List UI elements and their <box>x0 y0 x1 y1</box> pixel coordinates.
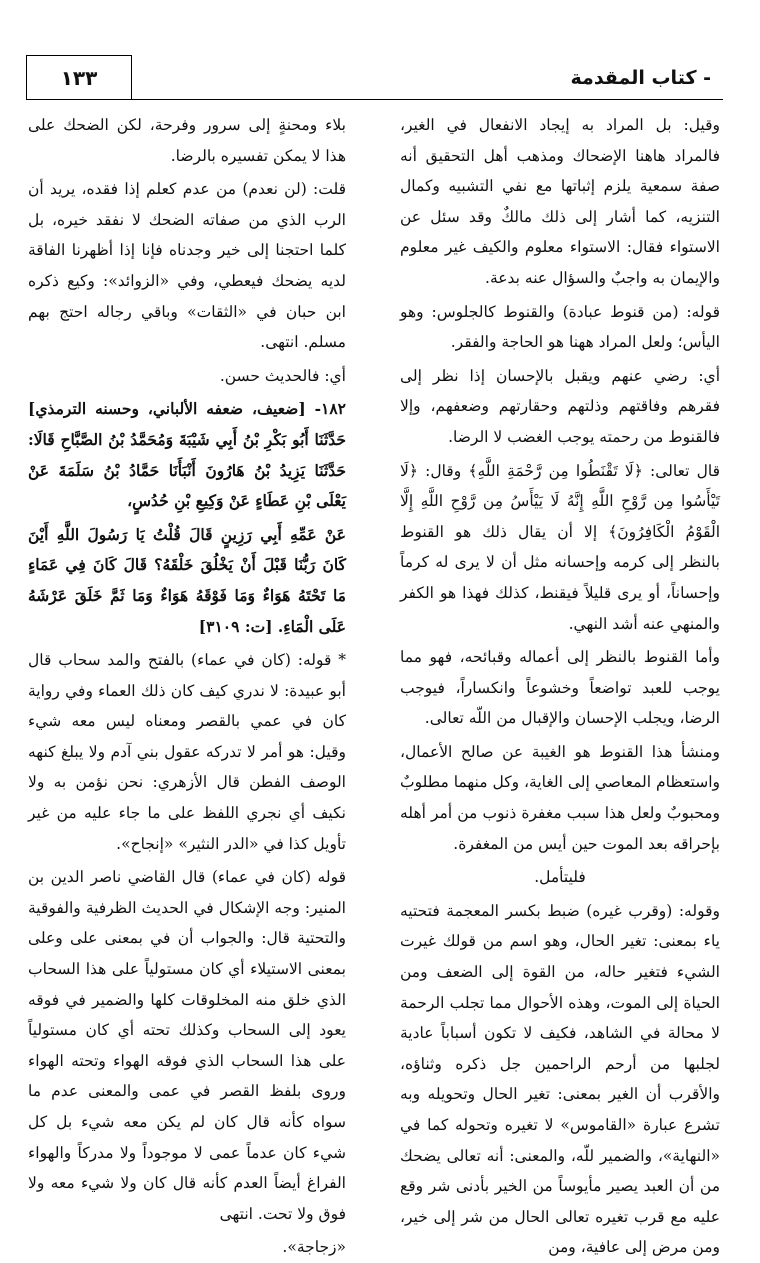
page-number: ١٣٣ <box>26 55 132 99</box>
left-column <box>28 110 346 1257</box>
page-header <box>26 55 723 100</box>
paragraph: قوله: (من قنوط عبادة) والقنوط كالجلوس: وهو اليأس؛ ولعل المراد ههنا هو الحاجة والفقر. <box>400 302 720 352</box>
paragraph: قوله (كان في عماء) قال القاضي ناصر الدين بن المنير: وجه الإشكال في الحديث الظرفية والفوقية والتحتية قال: والجواب أن في بمعنى على وعلى بمعنى الاستيلاء أي كان مستولياً على هذا السحاب الذي خلق منه المخلوقات كلها والضمير في فوقه يعود إلى السحاب وكذلك تحته أي كان مستولياً على هذا السحاب الذي فوقه الهواء وتحته الهواء وروى بلفظ القصر في عمى والمعنى عدم ما سواه كأنه قال كان لم يكن معه شيء بل كل شيء كان عدماً عمى لا موجوداً ولا مدركاً والهواء الفراغ أيضاً العدم كأنه قال كان ولا شيء معه ولا فوق ولا تحت. انتهى <box>28 868 346 1223</box>
paragraph: وقوله: (وقرب غيره) ضبط بكسر المعجمة فتحتيه ياء بمعنى: تغير الحال، وهو اسم من قولك غيرت الشيء فتغير حاله، من القوة إلى الضعف ومن الحياة إلى الموت، وهذه الأحوال مما تجلب الرحمة لا محالة في الشاهد، فكيف لا تكون أسباباً عادية لجلبها من أرحم الراحمين جل ذكره وثناؤه، والأقرب أن الغير بمعنى: تغير الحال وتحويله وبه تشرع عبارة «القاموس» لا تغيره وتحوله كما في «النهاية»، والضمير للّه، والمعنى: أنه تعالى يضحك من أن العبد يصير مأيوساً من الخير بأدنى شر وقع عليه مع قرب تغيره تعالى الحال من شر إلى خير، ومن مرض إلى عافية، ومن <box>400 901 720 1257</box>
paragraph: فليتأمل. <box>534 868 586 887</box>
paragraph: وأما القنوط بالنظر إلى أعماله وقبائحه، فهو مما يوجب للعبد تواضعاً وخشوعاً وانكساراً، فيوجب الرضا، ويجلب الإحسان والإقبال من اللّه تعالى. <box>400 648 720 728</box>
paragraph: * قوله: (كان في عماء) بالفتح والمد سحاب قال أبو عبيدة: لا ندري كيف كان ذلك العماء وفي رواية كان في عمي بالقصر ومعناه ليس معه شيء وقيل: هو أمر لا تدركه عقول بني آدم ولا يبلغ كنهه الوصف الفطن قال الأزهري: نحن نؤمن به ولا نكيف أي نجري اللفظ على ما جاء عليه من غير تأويل كذا في «الدر النثير» «إنجاح». <box>28 651 346 853</box>
paragraph: أي: رضي عنهم ويقبل بالإحسان إذا نظر إلى فقرهم وفاقتهم وذلتهم وحقارتهم وضعفهم، وإلا فالقنوط من رحمته يوجب الغضب لا الرضا. <box>400 366 720 446</box>
right-column <box>400 110 720 1257</box>
paragraph: أي: فالحديث حسن. <box>219 366 346 385</box>
hadith-isnad: ١٨٢- [ضعيف، ضعفه الألباني، وحسنه الترمذي] حَدَّثَنَا أَبُو بَكْرِ بْنُ أَبِي شَيْبَةَ وَمُحَمَّدُ بْنُ الصَّبَّاحِ قَالَا: حَدَّثَنَا يَزِيدُ بْنُ هَارُونَ أَنْبَأَنَا حَمَّادُ بْنُ سَلَمَةَ عَنْ يَعْلَى بْنِ عَطَاءٍ عَنْ وَكِيعِ بْنِ حُدُسٍ، <box>28 399 346 511</box>
paragraph: «زجاجة». <box>282 1238 346 1257</box>
paragraph: وقيل: بل المراد به إيجاد الانفعال في الغير، فالمراد هاهنا الإضحاك ومذهب أهل التحقيق أنه صفة سمعية يلزم إثباتها مع نفي التشبيه وكمال التنزيه، كما أشار إلى ذلك مالكٌ وقد سئل عن الاستواء فقال: الاستواء معلوم والكيف غير معلوم والإيمان به واجبٌ والسؤال عنه بدعة. <box>400 116 720 287</box>
paragraph: قال تعالى: ﴿لَا تَقْنَطُوا مِن رَّحْمَةِ اللَّهِ﴾ وقال: ﴿لَا تَيْأَسُوا مِن رَّوْحِ اللَّهِ إِنَّهُ لَا يَيْأَسُ مِن رَّوْحِ اللَّهِ إِلَّا الْقَوْمُ الْكَافِرُونَ﴾ إلا أن يقال ذلك هو القنوط بالنظر إلى كرمه وإحسانه مثل أن لا يرى له كرماً وإحساناً، أو يرى قليلاً فيقنط، كذلك فهذا هو الكفر والمنهي عنه أشد النهي. <box>400 461 720 633</box>
hadith-matn: عَنْ عَمِّهِ أَبِي رَزِينٍ قَالَ قُلْتُ يَا رَسُولَ اللَّهِ أَيْنَ كَانَ رَبُّنَا قَبْلَ أَنْ يَخْلُقَ خَلْقَهُ؟ قَالَ كَانَ فِي عَمَاءٍ مَا تَحْتَهُ هَوَاءٌ وَمَا فَوْقَهُ هَوَاءٌ وَمَا ثَمَّ خَلَقَ عَرْشَهُ عَلَى الْمَاءِ. [ت: ٣١٠٩] <box>28 524 346 636</box>
paragraph: بلاء ومحنةٍ إلى سرور وفرحة، لكن الضحك على هذا لا يمكن تفسيره بالرضا. <box>28 116 346 165</box>
paragraph: ومنشأ هذا القنوط هو الغيبة عن صالح الأعمال، واستعظام المعاصي إلى الغاية، وكل منهما مطلوبٌ ومحبوبٌ ولعل هذا سبب مغفرة ذنوب من أمر أهله بإحراقه بعد الموت حين أيس من المغفرة. <box>400 742 720 853</box>
paragraph: قلت: (لن نعدم) من عدم كعلم إذا فقده، يريد أن الرب الذي من صفاته الضحك لا نفقد خيره، بل كلما احتجنا إلى خير وجدناه فإنا إذا أظهرنا الفاقة لديه يضحك فيعطي، وفي «الزوائد»: وكيع ذكره ابن حبان في «الثقات» وباقي رجاله احتج بهم مسلم. انتهى. <box>28 180 346 352</box>
running-title: - كتاب المقدمة <box>570 67 711 89</box>
